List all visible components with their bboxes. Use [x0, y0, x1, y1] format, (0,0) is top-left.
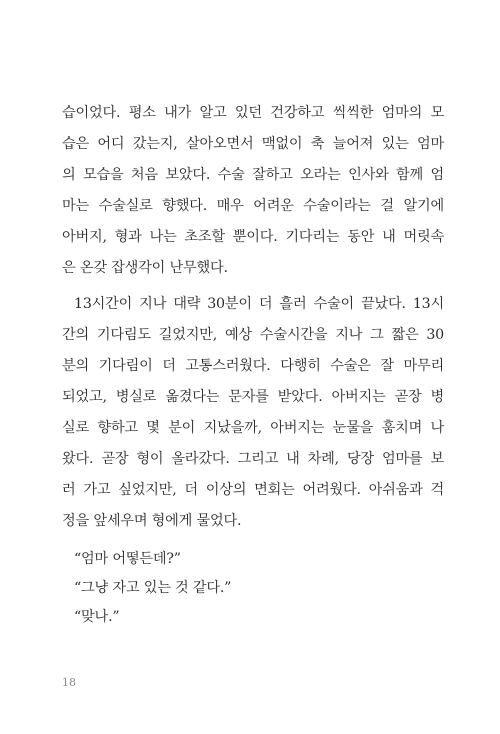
paragraph-2: [62, 289, 444, 537]
text-line: 되었고, 병실로 옮겼다는 문자를 받았다. 아버지는 곧장 병: [62, 389, 444, 405]
text-line: 13시간이 지나 대략 30분이 더 흘러 수술이 끝났다. 13시: [74, 296, 444, 312]
dialogue-line: “맞나.”: [74, 609, 120, 625]
text-line: 러 가고 싶었지만, 더 이상의 면회는 어려웠다. 아쉬움과 걱: [62, 482, 444, 498]
dialogue-line: “엄마 어떻든데?”: [74, 551, 181, 567]
text-line: 왔다. 곧장 형이 올라갔다. 그리고 내 차례, 당장 엄마를 보: [62, 451, 444, 467]
text-line: 정을 앞세우며 형에게 물었다.: [62, 513, 242, 529]
text-line: 의 모습을 처음 보았다. 수술 잘하고 오라는 인사와 함께 엄: [62, 167, 444, 183]
page-number: 18: [62, 676, 76, 689]
text-line: 습은 어디 갔는지, 살아오면서 맥없이 축 늘어져 있는 엄마: [62, 136, 444, 152]
dialogue-line: “그냥 자고 있는 것 같다.”: [74, 580, 232, 596]
text-line: 실로 향하고 몇 분이 지났을까, 아버지는 눈물을 훔치며 나: [62, 420, 444, 436]
text-line: 간의 기다림도 길었지만, 예상 수술시간을 지나 그 짧은 30: [62, 327, 444, 343]
text-line: 분의 기다림이 더 고통스러웠다. 다행히 수술은 잘 마무리: [62, 358, 444, 374]
text-line: 습이었다. 평소 내가 알고 있던 건강하고 씩씩한 엄마의 모: [62, 105, 444, 121]
text-line: 마는 수술실로 향했다. 매우 어려운 수술이라는 걸 알기에: [62, 198, 444, 214]
text-line: 은 온갖 잡생각이 난무했다.: [62, 260, 228, 276]
dialogue-block: [62, 545, 444, 632]
text-line: 아버지, 형과 나는 초조할 뿐이다. 기다리는 동안 내 머릿속: [62, 229, 444, 245]
paragraph-1: [62, 98, 444, 284]
